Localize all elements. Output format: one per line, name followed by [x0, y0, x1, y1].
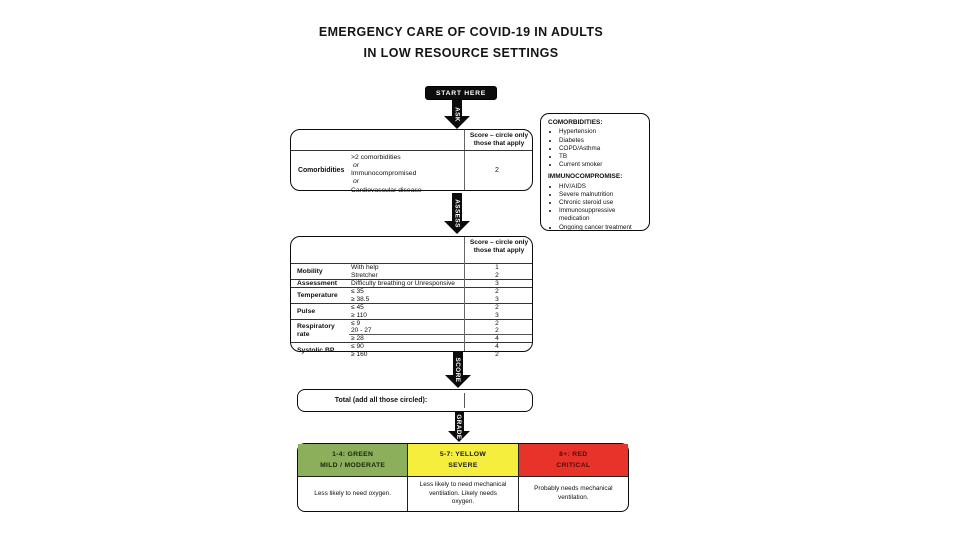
- criteria-line: Immunocompromised: [351, 170, 417, 178]
- score-cell: 2: [495, 271, 499, 279]
- triage-description-red: Probably needs mechanical ventilation.: [534, 485, 613, 501]
- list-item: • Current smoker: [559, 161, 645, 169]
- triage-severity: CRITICAL: [556, 462, 591, 469]
- triage-description-yellow: Less likely to need mechanical ventilation. Likely needs oxygen.: [407, 477, 518, 511]
- table-row: [349, 264, 532, 271]
- criteria-line: or: [353, 178, 360, 186]
- group-label: Temperature: [297, 291, 338, 299]
- score-header: Score – circle only those that apply: [469, 239, 529, 255]
- row-label: Comorbidities: [298, 167, 345, 174]
- ask-arrow: [444, 100, 470, 129]
- page-title: [231, 22, 691, 63]
- score-cell: 3: [495, 279, 499, 287]
- triage-description-green: Less likely to need oxygen.: [314, 489, 392, 497]
- list-item: • Diabetes: [559, 137, 645, 145]
- grade-arrow-label: GRADE: [455, 414, 463, 440]
- list-item: • Ongoing cancer treatment: [559, 224, 645, 232]
- list-item: • Severe malnutrition: [559, 191, 645, 199]
- start-here-label: START HERE: [436, 89, 486, 97]
- criteria-cell: Stretcher: [351, 271, 378, 279]
- table-group-mobility: [291, 263, 532, 279]
- criteria-line: Cardiovascular disease: [351, 186, 422, 194]
- triage-range: 8+: RED: [559, 451, 588, 458]
- score-cell: 4: [495, 334, 499, 342]
- start-here-badge: [425, 86, 497, 100]
- assessment-table: [290, 236, 533, 358]
- criteria-cell: ≤ 45: [351, 304, 364, 312]
- comorbidities-heading: COMORBIDITIES:: [548, 119, 603, 126]
- score-cell: 3: [495, 295, 499, 303]
- score-cell: 2: [495, 288, 499, 296]
- table-row: [349, 288, 532, 295]
- table-row: [349, 296, 532, 303]
- criteria-cell: 20 - 27: [351, 326, 372, 334]
- criteria-cell: ≥ 28: [351, 334, 364, 342]
- triage-header-yellow: [407, 444, 518, 476]
- table-row: [349, 280, 532, 287]
- comorbidities-table-header: [291, 130, 532, 151]
- score-arrow-label: SCORE: [454, 357, 462, 383]
- score-cell: 2: [495, 304, 499, 312]
- criteria-line: or: [353, 162, 360, 170]
- group-label: Respiratory rate: [297, 323, 335, 338]
- score-cell: 3: [495, 311, 499, 319]
- table-group-respiratory-rate: [291, 319, 532, 342]
- comorbidities-table: [290, 129, 533, 194]
- assess-arrow: [444, 193, 470, 234]
- table-row: [291, 151, 532, 194]
- group-label: Pulse: [297, 307, 316, 315]
- list-item: • COPD/Asthma: [559, 145, 645, 153]
- criteria-cell: [349, 151, 462, 194]
- triage-header-red: [519, 444, 628, 476]
- score-cell: 4: [495, 343, 499, 351]
- triage-header-green: [298, 444, 407, 476]
- score-cell: 2: [495, 320, 499, 327]
- table-row: [349, 304, 532, 311]
- table-row: [349, 327, 532, 334]
- criteria-line: >2 comorbidities: [351, 154, 401, 161]
- total-box-divider: [464, 393, 465, 408]
- score-cell: 2: [495, 167, 499, 174]
- score-arrow: [445, 352, 471, 388]
- list-item: • TB: [559, 153, 645, 161]
- table-row: [349, 343, 532, 350]
- total-box: [297, 389, 533, 412]
- group-label: Assessment: [297, 279, 338, 287]
- criteria-cell: ≤ 90: [351, 343, 364, 351]
- table-row: [349, 311, 532, 318]
- list-item: • Immunosuppressive medication: [559, 207, 645, 223]
- triage-body-row: [298, 477, 628, 511]
- grade-arrow: [448, 412, 470, 442]
- table-row: [349, 335, 532, 342]
- definitions-box: [540, 113, 650, 231]
- criteria-cell: ≥ 38.5: [351, 295, 370, 303]
- page-title-line2: IN LOW RESOURCE SETTINGS: [363, 45, 559, 60]
- criteria-cell: Difficulty breathing or Unresponsive: [351, 279, 455, 287]
- criteria-cell: ≤ 35: [351, 288, 364, 296]
- list-item: • HIV/AIDS: [559, 183, 645, 191]
- group-label: Systolic BP: [297, 346, 335, 354]
- criteria-cell: With help: [351, 264, 379, 272]
- group-label: Mobility: [297, 267, 323, 275]
- immunocompromise-heading: IMMUNOCOMPROMISE:: [548, 173, 623, 181]
- score-cell: 2: [495, 350, 499, 358]
- criteria-cell: ≥ 160: [351, 350, 368, 358]
- comorbidities-list: [548, 128, 645, 169]
- list-item: • Chronic steroid use: [559, 199, 645, 207]
- assessment-table-header: [291, 237, 532, 263]
- table-group-pulse: [291, 303, 532, 319]
- immunocompromise-list: [548, 183, 645, 232]
- table-group-temperature: [291, 287, 532, 303]
- triage-severity: SEVERE: [448, 462, 478, 469]
- ask-arrow-label: ASK: [453, 107, 461, 122]
- criteria-cell: ≥ 110: [351, 311, 367, 319]
- triage-header-row: [298, 444, 628, 477]
- table-group-systolic-bp: [291, 342, 532, 358]
- triage-severity: MILD / MODERATE: [320, 462, 386, 469]
- score-cell: 1: [495, 264, 499, 272]
- score-header: Score – circle only those that apply: [469, 132, 529, 148]
- table-group-assessment: [291, 279, 532, 287]
- table-row: [349, 271, 532, 278]
- criteria-cell: ≤ 9: [351, 320, 361, 327]
- list-item: • Hypertension: [559, 128, 645, 136]
- page-title-line1: EMERGENCY CARE OF COVID-19 IN ADULTS: [318, 25, 604, 39]
- total-label: Total (add all those circled):: [334, 397, 428, 404]
- triage-table: [297, 443, 629, 512]
- assess-arrow-label: ASSESS: [453, 199, 461, 228]
- triage-range: 1-4: GREEN: [332, 451, 374, 458]
- triage-range: 5-7: YELLOW: [439, 451, 487, 458]
- score-cell: 2: [495, 326, 499, 334]
